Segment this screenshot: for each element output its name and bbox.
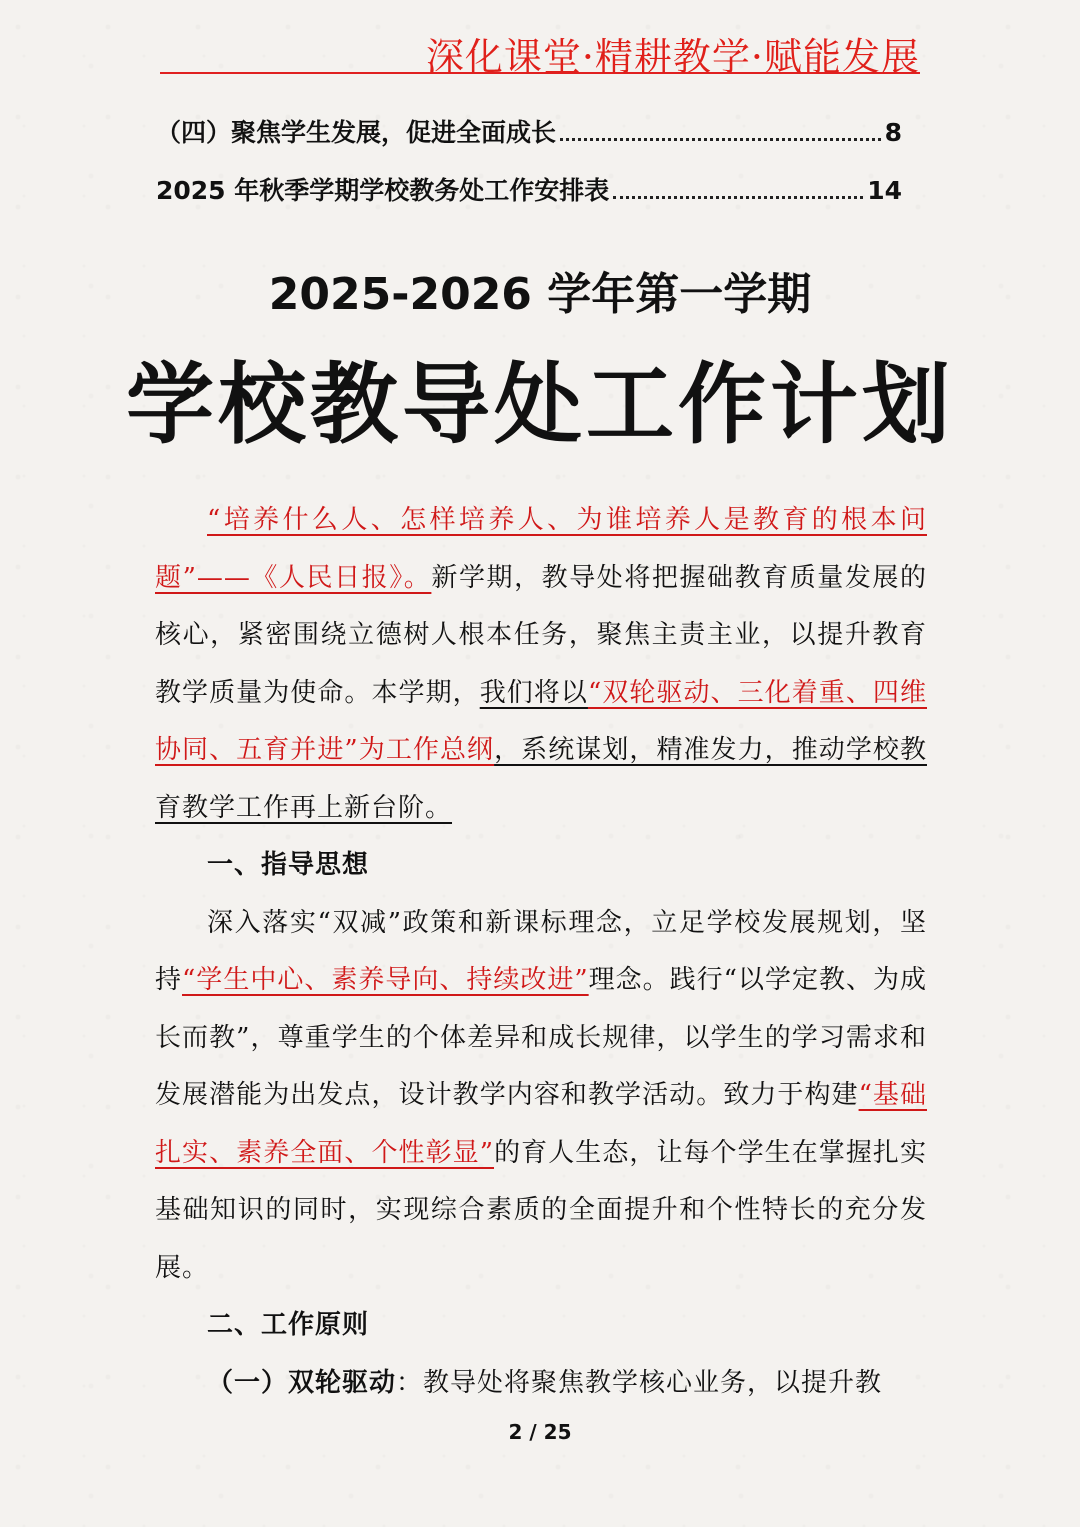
toc-leader-dots (613, 196, 863, 199)
page-number: 2 / 25 (508, 1420, 572, 1444)
document-title: 学校教导处工作计划 (125, 353, 954, 456)
document-subtitle: 2025-2026 学年第一学期 (268, 269, 812, 320)
intro-text: 新学期，教导处将把握础教育质量发展的核心，紧密围绕立德树人根本任务，聚焦主责主业，以提升教育教学质量为使命。本学期， (155, 562, 927, 708)
principle-text: ：教导处将聚焦教学核心业务，以提升教 (396, 1367, 883, 1398)
principle-label: （一）双轮驱动 (207, 1367, 397, 1398)
toc-leader-dots (560, 138, 881, 141)
guiding-ideology-paragraph (155, 895, 927, 1298)
principle-paragraph (155, 1355, 927, 1413)
section-heading-guiding-ideology: 一、指导思想 (207, 850, 370, 880)
toc-entry[interactable] (156, 171, 902, 207)
highlight-phrase: “基础扎实、素养全面、个性彰显” (155, 1080, 927, 1168)
highlight-phrase: “学生中心、素养导向、持续改进” (182, 965, 589, 995)
toc-entry-page: 14 (867, 176, 902, 205)
intro-closing: ，系统谋划，精准发力，推动学校教育教学工作再上新台阶。 (155, 735, 927, 823)
paragraph-text: 深入落实“双减”政策和新课标理念，立足学校发展规划，坚持 (155, 907, 927, 995)
intro-highlight: “双轮驱动、三化着重、四维协同、五育并进”为工作总纲 (155, 677, 927, 765)
toc-entry-title: 2025 年秋季学期学校教务处工作安排表 (156, 176, 610, 205)
paragraph-text: 的育人生态，让每个学生在掌握扎实基础知识的同时，实现综合素质的全面提升和个性特长的充分发展。 (155, 1137, 927, 1283)
document-body (155, 492, 927, 1412)
intro-paragraph (155, 492, 927, 837)
intro-lead-in: 我们将以 (479, 677, 588, 708)
intro-quote: “培养什么人、怎样培养人、为谁培养人是教育的根本问题”——《人民日报》。 (155, 505, 927, 593)
toc-entry-title: （四）聚焦学生发展，促进全面成长 (156, 118, 557, 147)
paragraph-text: 理念。践行“以学定教、为成长而教”，尊重学生的个体差异和成长规律，以学生的学习需求和发展潜能为出发点，设计教学内容和教学活动。致力于构建 (155, 965, 927, 1110)
toc-entry-page: 8 (884, 118, 902, 147)
header-slogan: 深化课堂·精耕教学·赋能发展 (425, 35, 920, 79)
section-heading-work-principles: 二、工作原则 (207, 1310, 370, 1340)
toc-entry[interactable] (156, 113, 902, 149)
